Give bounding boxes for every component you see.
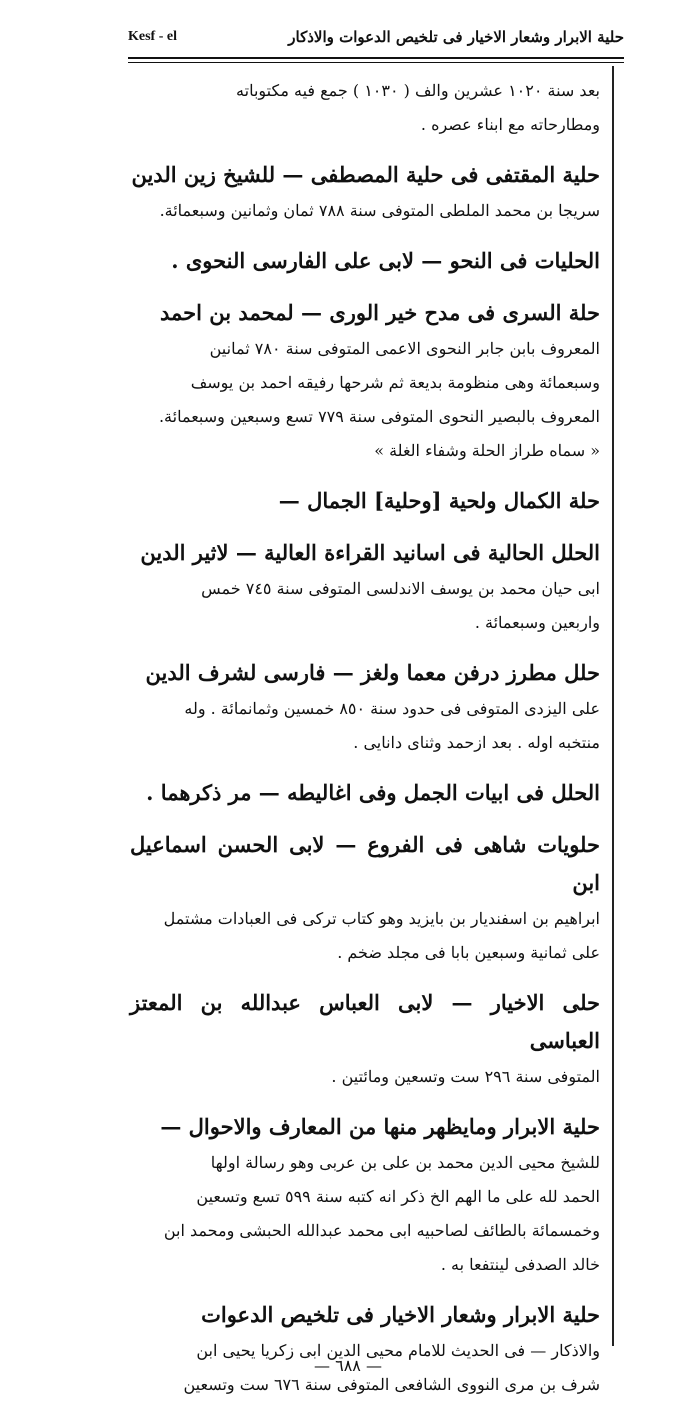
entry-title: الحلل الحالية فى اسانيد القراءة العالية — لاثير الدين (140, 540, 600, 565)
entry (130, 534, 600, 640)
entry (130, 826, 600, 970)
entry-line: الحمد لله على ما الهم الخ ذكر انه كتبه سنة ٥٩٩ تسع وتسعين (196, 1187, 600, 1206)
entry-title: حلويات شاهى فى الفروع — لابى الحسن اسماعيل ابن (130, 832, 600, 895)
entry-line: وخمسمائة بالطائف لصاحبيه ابى محمد عبدالله الحبشى ومحمد ابن (163, 1221, 600, 1240)
entry-line: منتخبه اوله . بعد ازحمد وثناى دانايى . (353, 733, 600, 752)
entry (130, 774, 600, 812)
entry-title: حلل مطرز درفن معما ولغز — فارسى لشرف الدين (145, 660, 600, 685)
entry-line: المعروف بالبصير النحوى المتوفى سنة ٧٧٩ تسع وسبعين وسبعمائة. (158, 407, 600, 426)
header-title: حلية الابرار وشعار الاخيار فى تلخيص الدعوات والاذكار (288, 28, 624, 46)
entry-line: واربعين وسبعمائة . (474, 613, 600, 632)
entry-line: سريجا بن محمد الملطى المتوفى سنة ٧٨٨ ثمان وثمانين وسبعمائة. (159, 201, 600, 220)
entry-line: بعد سنة ١٠٢٠ عشرين والف ( ١٠٣٠ ) جمع فيه مكتوباته (236, 81, 600, 100)
entry-title: حلى الاخيار — لابى العباس عبدالله بن المعتز العباسى (130, 990, 600, 1053)
margin-rule (612, 66, 614, 1346)
entry-line: ومطارحاته مع ابناء عصره . (420, 115, 600, 134)
entry-title: الحلل فى ابيات الجمل وفى اغاليطه — مر ذكرهما . (146, 780, 600, 805)
entry (130, 156, 600, 228)
page-number: — ٦٨٨ — (314, 1356, 382, 1375)
entry (130, 654, 600, 760)
entry-line: للشيخ محيى الدين محمد بن على بن عربى وهو رسالة اولها (210, 1153, 600, 1172)
entry-line: « سماه طراز الحلة وشفاء الغلة » (374, 441, 600, 460)
entry-line: والاذكار — فى الحديث للامام محيى الدين ابى زكريا يحيى ابن (196, 1341, 600, 1360)
entry-line: ابراهيم بن اسفنديار بن بايزيد وهو كتاب تركى فى العبادات مشتمل (163, 909, 600, 928)
entry-title: حلة الكمال ولحية [وحلية] الجمال — (278, 488, 600, 513)
entry (130, 984, 600, 1094)
entry (130, 482, 600, 520)
entry-line: ابى حيان محمد بن يوسف الاندلسى المتوفى سنة ٧٤٥ خمس (201, 579, 600, 598)
entry-line: وسبعمائة وهى منظومة بديعة ثم شرحها رفيقه احمد بن يوسف (190, 373, 600, 392)
entry (130, 1296, 600, 1402)
page-body (130, 74, 600, 1416)
entry-line: على ثمانية وسبعين بابا فى مجلد ضخم . (337, 943, 600, 962)
header-rule (128, 57, 624, 63)
entry-title: حلية المقتفى فى حلية المصطفى — للشيخ زين الدين (131, 162, 600, 187)
entry-line: المعروف بابن جابر النحوى الاعمى المتوفى سنة ٧٨٠ ثمانين (209, 339, 600, 358)
entry-line: المتوفى سنة ٢٩٦ ست وتسعين ومائتين . (331, 1067, 600, 1086)
entry-line: على اليزدى المتوفى فى حدود سنة ٨٥٠ خمسين وثمانمائة . وله (184, 699, 600, 718)
entry (130, 242, 600, 280)
running-header (128, 22, 624, 52)
entry-title: الحليات فى النحو — لابى على الفارسى النحوى . (171, 248, 600, 273)
entry-title: حلية الابرار ومايظهر منها من المعارف والاحوال — (160, 1114, 600, 1139)
header-kashf: Kesf - el (128, 29, 177, 44)
entry (130, 74, 600, 142)
entry-title: حلية الابرار وشعار الاخيار فى تلخيص الدعوات (201, 1302, 600, 1327)
entry (130, 1108, 600, 1282)
entry-line: شرف بن مرى النووى الشافعى المتوفى سنة ٦٧٦ ست وتسعين (183, 1375, 600, 1394)
entry-title: حلة السرى فى مدح خير الورى — لمحمد بن احمد (160, 300, 600, 325)
entry (130, 294, 600, 468)
entry-line: خالد الصدفى لينتفعا به . (440, 1255, 600, 1274)
